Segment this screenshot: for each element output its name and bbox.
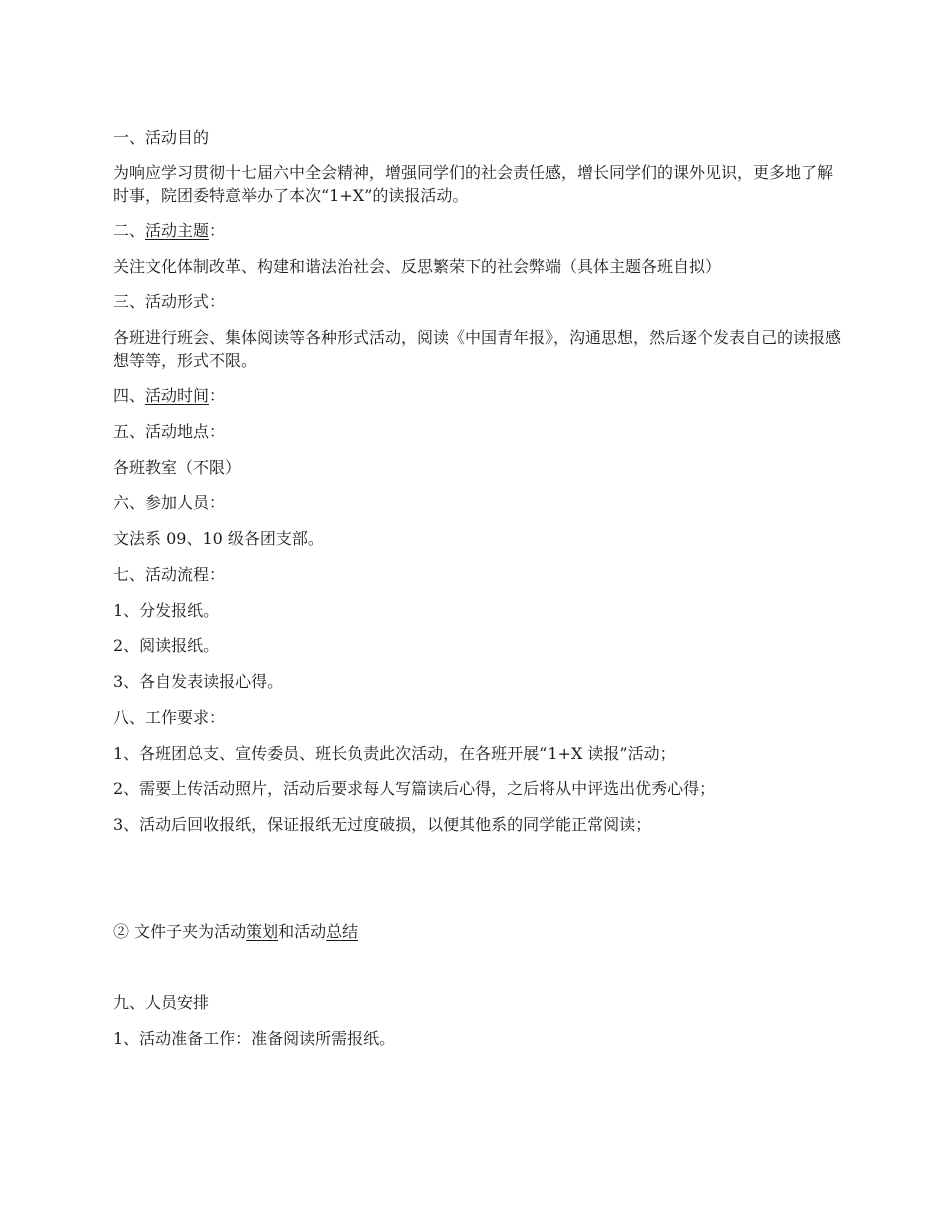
theme-body: 关注文化体制改革、构建和谐法治社会、反思繁荣下的社会弊端（具体主题各班自拟） — [113, 257, 722, 276]
people-heading: 六、参加人员： — [113, 493, 226, 512]
req-item-3: 3、活动后回收报纸，保证报纸无过度破损，以便其他系的同学能正常阅读； — [113, 815, 652, 834]
goal-body: 为响应学习贯彻十七届六中全会精神，增强同学们的社会责任感，增长同学们的课外见识，更多地了解时事，院团委特意举办了本次“1+X”的读报活动。 — [113, 163, 834, 205]
theme-heading — [113, 219, 843, 242]
req-item-1: 1、各班团总支、宣传委员、班长负责此次活动，在各班开展“1+X 读报”活动； — [113, 744, 676, 763]
form-body: 各班进行班会、集体阅读等各种形式活动，阅读《中国青年报》，沟通思想，然后逐个发表自己的读报感想等等，形式不限。 — [113, 328, 842, 370]
staff-heading: 九、人员安排 — [113, 993, 210, 1012]
goal-heading: 一、活动目的 — [113, 128, 210, 147]
flow-item-2: 2、阅读报纸。 — [113, 636, 220, 655]
time-heading-prefix: 四、 — [113, 386, 146, 405]
flow-item-1: 1、分发报纸。 — [113, 601, 220, 620]
note-mid: 和活动 — [278, 922, 327, 941]
flow-heading: 七、活动流程： — [113, 565, 226, 584]
note-line — [113, 920, 843, 943]
place-body: 各班教室（不限） — [113, 458, 242, 477]
note-link-plan[interactable]: 策划 — [246, 922, 279, 941]
time-heading-link[interactable]: 活动时间 — [145, 386, 210, 405]
theme-heading-prefix: 二、 — [113, 221, 146, 240]
time-heading-suffix: ： — [209, 386, 226, 405]
flow-item-3: 3、各自发表读报心得。 — [113, 672, 284, 691]
time-heading — [113, 384, 843, 407]
req-item-2: 2、需要上传活动照片，活动后要求每人写篇读后心得，之后将从中评选出优秀心得； — [113, 779, 716, 798]
theme-heading-suffix: ： — [209, 221, 226, 240]
place-heading: 五、活动地点： — [113, 422, 226, 441]
note-link-summary[interactable]: 总结 — [326, 922, 359, 941]
req-heading: 八、工作要求： — [113, 708, 226, 727]
note-prefix: ② 文件子夹为活动 — [113, 922, 247, 941]
staff-item-1: 1、活动准备工作：准备阅读所需报纸。 — [113, 1029, 396, 1048]
theme-heading-link[interactable]: 活动主题 — [145, 221, 210, 240]
form-heading: 三、活动形式： — [113, 292, 226, 311]
people-body: 文法系 09、10 级各团支部。 — [113, 529, 324, 548]
